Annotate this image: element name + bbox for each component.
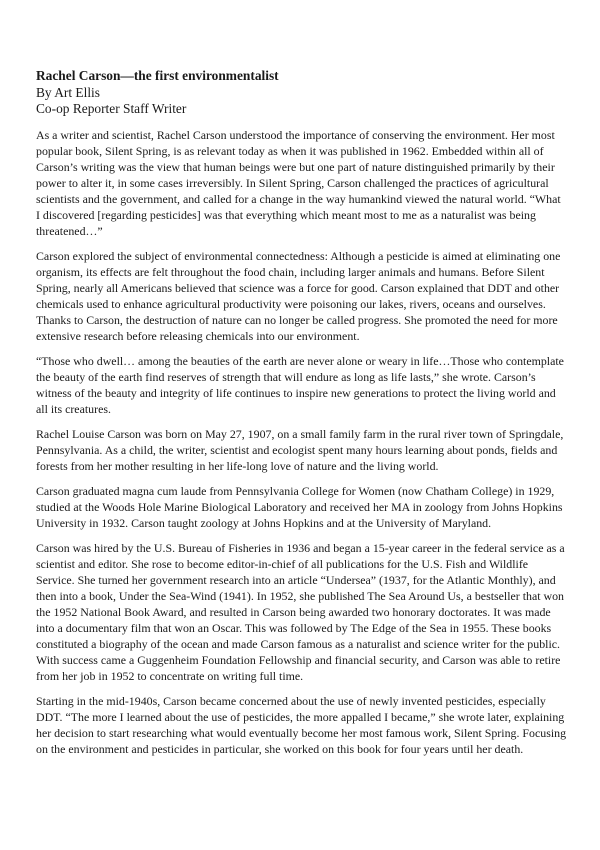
paragraph-1: As a writer and scientist, Rachel Carson understood the importance of conserving the environment. Her most popular book, Silent Spring, is as relevant today as when it was published in 1962. Embedded within all of Carson’s writing was the view that human beings were but one part of nature distinguished primarily by their power to alter it, in some cases irreversibly. In Silent Spring, Carson challenged the practices of agricultural scientists and the government, and called for a change in the way humankind viewed the natural world. “What I discovered [regarding pesticides] was that everything which meant most to me as a naturalist was being threatened…” (36, 127, 561, 238)
paragraph-7: Starting in the mid-1940s, Carson became concerned about the use of newly invented pesticides, especially DDT. “The more I learned about the use of pesticides, the more appalled I became,” she wrote later, explaining her decision to start researching what would eventually become her most famous work, Silent Spring. Focusing on the environment and pesticides in particular, she worked on this book for four years until her death. (36, 693, 567, 756)
paragraph-3: “Those who dwell… among the beauties of the earth are never alone or weary in life…Those who contemplate the beauty of the earth find reserves of strength that will endure as long as life lasts,” she wrote. Carson’s witness of the beauty and integrity of life continues to inspire new generations to protect the living world and all its creatures. (36, 353, 564, 416)
paragraph-2: Carson explored the subject of environmental connectedness: Although a pesticide is aimed at eliminating one organism, its effects are felt throughout the food chain, including larger animals and humans. Before Silent Spring, nearly all Americans believed that science was a force for good. Carson explained that DDT and other chemicals used to enhance agricultural productivity were poisoning our lakes, rivers, oceans and ourselves. Thanks to Carson, the destruction of nature can no longer be called progress. She promoted the need for more extensive research before releasing chemicals into our environment. (36, 248, 561, 343)
paragraph-5: Carson graduated magna cum laude from Pennsylvania College for Women (now Chatham College) in 1929, studied at the Woods Hole Marine Biological Laboratory and received her MA in zoology from Johns Hopkins University in 1932. Carson taught zoology at Johns Hopkins and at the University of Maryland. (36, 483, 563, 530)
paragraph-4: Rachel Louise Carson was born on May 27, 1907, on a small family farm in the rural river town of Springdale, Pennsylvania. As a child, the writer, scientist and ecologist spent many hours learning about ponds, fields and forests from her mother resulting in her life-long love of nature and the living world. (36, 426, 564, 473)
article-byline: By Art Ellis (36, 84, 100, 100)
article-header (36, 68, 566, 118)
article-body (36, 127, 566, 757)
paragraph-6: Carson was hired by the U.S. Bureau of Fisheries in 1936 and began a 15-year career in the federal service as a scientist and editor. She rose to become editor-in-chief of all publications for the U.S. Fish and Wildlife Service. She turned her government research into an article “Undersea” (1937, for the Atlantic Monthly), and then into a book, Under the Sea-Wind (1941). In 1952, she published The Sea Around Us, a bestseller that won the 1952 National Book Award, and resulted in Carson being awarded two honorary doctorates. It was made into a documentary film that won an Oscar. This was followed by The Edge of the Sea in 1955. These books constituted a biography of the ocean and made Carson famous as a naturalist and science writer for the public. With success came a Guggenheim Foundation Fellowship and financial security, and Carson was able to retire from her job in 1952 to concentrate on writing full time. (36, 540, 565, 683)
article-author-role: Co-op Reporter Staff Writer (36, 101, 187, 116)
article-title: Rachel Carson—the first environmentalist (36, 68, 279, 83)
